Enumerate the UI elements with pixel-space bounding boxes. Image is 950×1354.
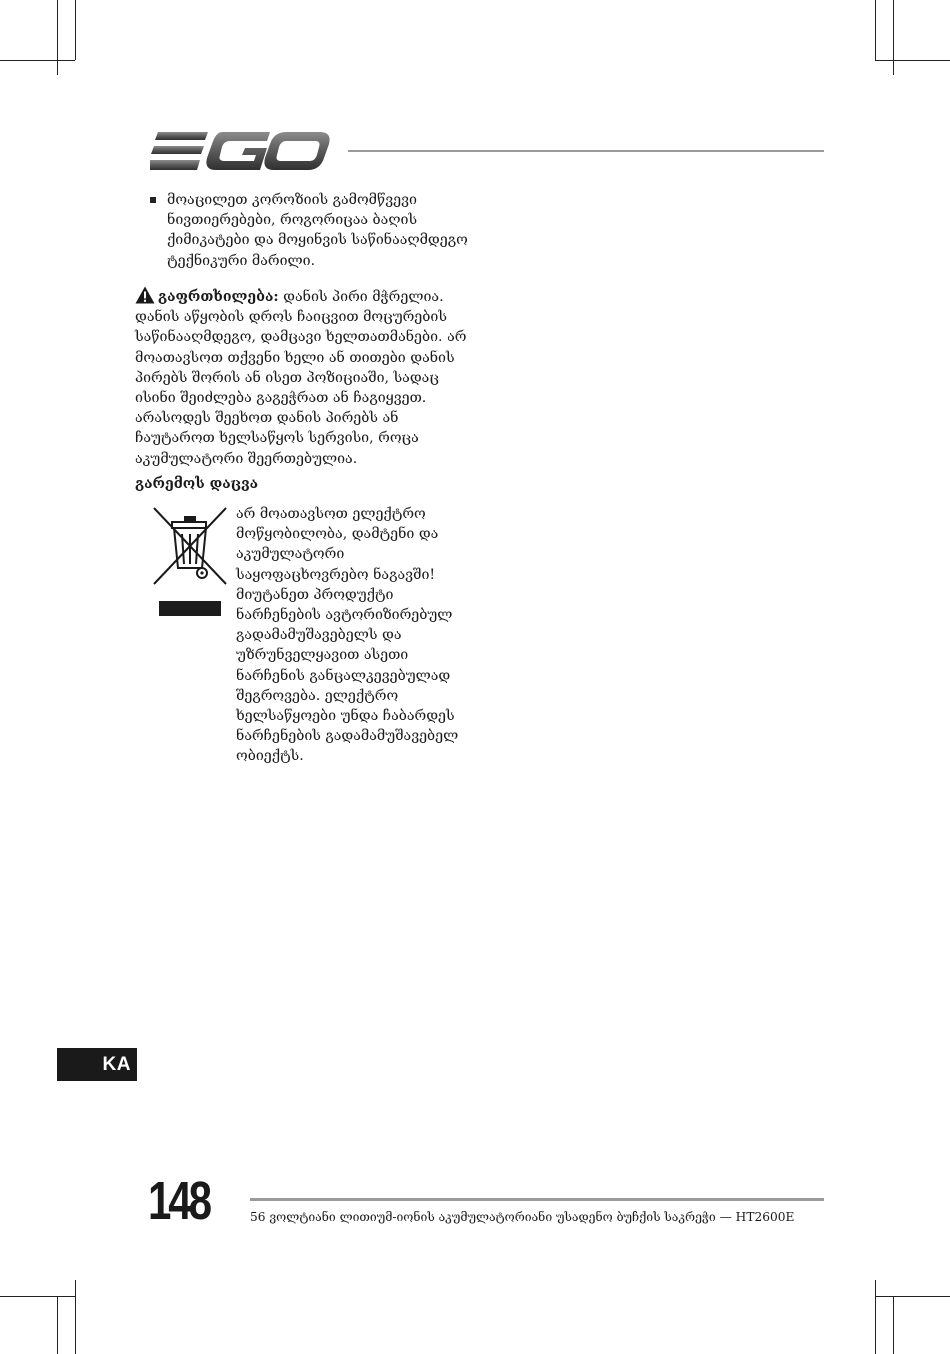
weee-bar: [159, 601, 221, 616]
crop-mark: [875, 0, 876, 60]
crop-mark: [57, 0, 58, 75]
section-title-environment: გარემოს დაცვა: [135, 476, 259, 492]
bullet-square-icon: [150, 197, 156, 203]
crossed-out-wheelie-bin-icon: [152, 506, 228, 590]
warning-text: დანის პირი მჭრელია. დანის აწყობის დროს ჩაიცვით მოცურების საწინააღმდეგო, დამცავი ხელთათმანები. არ მოათავსოთ თქვენი ხელი ან თითები დანის პირებს შორის ან ისეთ პოზიციაში, სადაც ისინი შეიძლება გაგეჭრათ ან ჩაგიყვეთ. არასოდეს შეეხოთ დანის პირებს ან ჩაუტაროთ ხელსაწყოს სერვისი, როცა აკუმულატორი შეერთებულია.: [135, 289, 467, 467]
footer-product-title: 56 ვოლტიანი ლითიუმ-იონის აკუმულატორიანი უსადენო ბუჩქის საკრეჭი — HT2600E: [250, 1210, 795, 1224]
page-number: 148: [148, 1171, 209, 1231]
warning-label: გაფრთხილება:: [158, 289, 279, 305]
header-rule: [348, 150, 824, 152]
crop-mark: [75, 1280, 76, 1354]
crop-mark: [0, 1296, 75, 1297]
crop-mark: [875, 1296, 950, 1297]
bullet-text: მოაცილეთ კოროზიის გამომწვევი ნივთიერებები, როგორიცაა ბაღის ქიმიკატები და მოყინვის საწინააღმდეგო ტექნიკური მარილი.: [167, 192, 468, 269]
crop-mark: [0, 60, 75, 61]
environment-text: არ მოათავსოთ ელექტრო მოწყობილობა, დამტენი და აკუმულატორი საყოფაცხოვრებო ნაგავში! მიუტანეთ პროდუქტი ნარჩენების ავტორიზირებულ გადამამუშავებელს და უზრუნველყავით ასეთი ნარჩენის განცალკევებულად შეგროვება. ელექტრო ხელსაწყოები უნდა ჩაბარდეს ნარჩენების გადამამუშავებელ ობიექტს.: [236, 506, 459, 765]
crop-mark: [893, 1296, 894, 1354]
language-tab: KA: [57, 1048, 137, 1081]
crop-mark: [875, 1280, 876, 1354]
crop-mark: [875, 60, 950, 61]
ego-logo: [150, 130, 332, 172]
crop-mark: [893, 0, 894, 75]
warning-triangle-icon: [135, 286, 155, 304]
warning-paragraph: [135, 286, 475, 469]
bullet-list-item: [150, 190, 480, 271]
crop-mark: [57, 1296, 58, 1354]
crop-mark: [75, 0, 76, 60]
footer-rule: [250, 1198, 824, 1201]
